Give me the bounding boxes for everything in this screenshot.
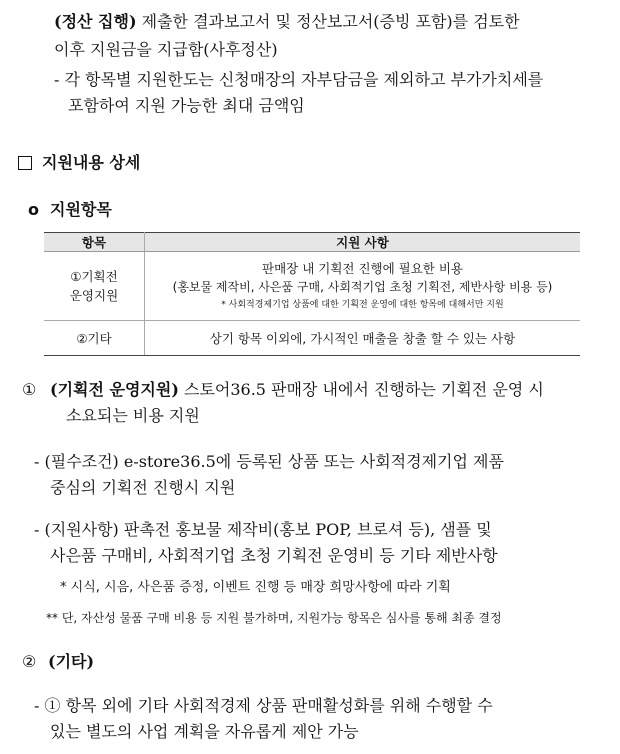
table-row (44, 252, 580, 321)
row1-item-line2: 운영지원 (69, 288, 119, 303)
row1-item-cell (44, 252, 145, 321)
settlement-line-2: 이후 지원금을 지급함(사후정산) (54, 40, 278, 59)
table-header-row (44, 233, 580, 252)
limit-line-2: 포함하여 지원 가능한 최대 금액임 (68, 96, 305, 115)
item1-number: ① (22, 380, 37, 399)
section-checkbox-icon (18, 156, 32, 170)
item2-line1: - ① 항목 외에 기타 사회적경제 상품 판매활성화를 위해 수행할 수 (34, 696, 493, 715)
header-item: 항목 (44, 233, 145, 252)
item1-requirement-line2: 중심의 기획전 진행시 지원 (50, 478, 236, 497)
support-table (44, 232, 580, 356)
item2-number: ② (22, 652, 37, 671)
settlement-label: (정산 집행) (54, 12, 137, 31)
section-title: 지원내용 상세 (42, 153, 141, 172)
item1-title-label: (기획전 운영지원) (50, 380, 179, 399)
limit-line-1: - 각 항목별 지원한도는 신청매장의 자부담금을 제외하고 부가가치세를 (54, 70, 544, 89)
settlement-text: 제출한 결과보고서 및 정산보고서(증빙 포함)를 검토한 (136, 12, 520, 31)
item1-title-text: 스토어36.5 판매장 내에서 진행하는 기획전 운영 시 (178, 380, 544, 399)
row2-item-cell (44, 321, 145, 356)
subsection-title: 지원항목 (50, 200, 112, 219)
row2-desc-line1: 상기 항목 이외에, 가시적인 매출을 창출 할 수 있는 사항 (209, 331, 516, 346)
subsection-bullet: o (28, 200, 39, 219)
item1-support-line1: - (지원사항) 판촉전 홍보물 제작비(홍보 POP, 브로셔 등), 샘플 및 (34, 520, 492, 539)
row1-desc-line1: 판매장 내 기획전 진행에 필요한 비용 (262, 261, 463, 276)
item2-title: (기타) (48, 652, 95, 671)
item2-line2: 있는 별도의 사업 계획을 자유롭게 제안 가능 (50, 722, 359, 741)
settlement-line-1 (54, 10, 520, 34)
item1-note-1: * 시식, 시음, 사은품 증정, 이벤트 진행 등 매장 희망사항에 따라 기획 (60, 580, 451, 595)
row2-item-line1: ②기타 (76, 331, 112, 346)
row1-item-line1: ①기획전 (70, 269, 118, 284)
item1-support-line2: 사은품 구매비, 사회적기업 초청 기획전 운영비 등 기타 제반사항 (50, 546, 498, 565)
row1-desc-line2: (홍보물 제작비, 사은품 구매, 사회적기업 초청 기획전, 제반사항 비용 등) (172, 280, 553, 294)
row2-desc-cell (145, 321, 581, 356)
item1-title-line2: 소요되는 비용 지원 (66, 406, 200, 425)
header-support: 지원 사항 (145, 233, 581, 252)
item1-title-line1 (50, 378, 544, 402)
item1-note-2: ** 단, 자산성 물품 구매 비용 등 지원 불가하며, 지원가능 항목은 심사를 통해 최종 결정 (46, 611, 502, 625)
row1-desc-cell (145, 252, 581, 321)
table-row (44, 321, 580, 356)
row1-desc-note: * 사회적경제기업 상품에 대한 기획전 운영에 대한 항목에 대해서만 지원 (221, 300, 504, 310)
item1-requirement-line1: - (필수조건) e-store36.5에 등록된 상품 또는 사회적경제기업 제품 (34, 452, 504, 471)
